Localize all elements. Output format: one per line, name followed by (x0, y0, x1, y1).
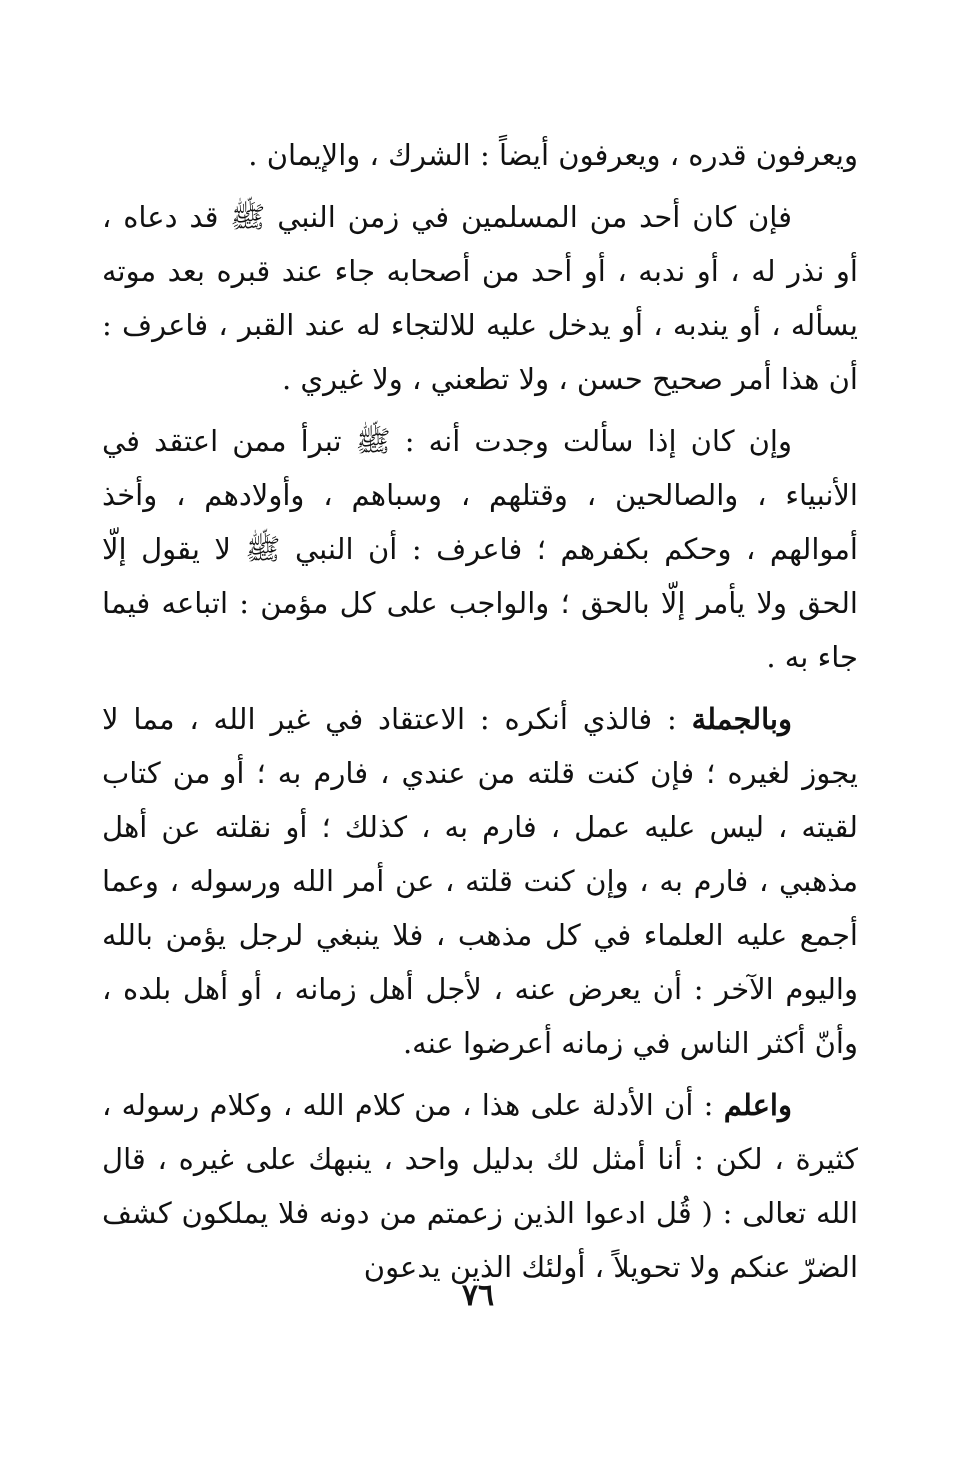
page-number: ٧٦ (461, 1278, 495, 1313)
paragraph-2-text: فإن كان أحد من المسلمين في زمن النبي ﷺ قد دعاه ، أو نذر له ، أو ندبه ، أو أحد من أصحابه جاء عند قبره بعد موته يسأله ، أو يندبه ، أو يدخل عليه للالتجاء له عند القبر ، فاعرف : أن هذا أمر صحيح حسن ، ولا تطعني ، ولا غيري . (102, 200, 858, 396)
paragraph-4 (102, 692, 858, 1070)
paragraph-4-text: : فالذي أنكره : الاعتقاد في غير الله ، مما لا يجوز لغيره ؛ فإن كنت قلته من عندي ، فارم به ؛ أو من كتاب لقيته ، ليس عليه عمل ، فارم به ، كذلك ؛ أو نقلته عن أهل مذهبي ، فارم به ، وإن كنت قلته ، عن أمر الله ورسوله ، وعما أجمع عليه العلماء في كل مذهب ، فلا ينبغي لرجل يؤمن بالله واليوم الآخر : أن يعرض عنه ، لأجل أهل زمانه ، أو أهل بلده ، وأنّ أكثر الناس في زمانه أعرضوا عنه. (102, 702, 858, 1060)
paragraph-3 (102, 414, 858, 684)
paragraph-5-text: : أن الأدلة على هذا ، من كلام الله ، وكلام رسوله ، كثيرة ، لكن : أنا أمثل لك بدليل واحد ، ينبهك على غيره ، قال الله تعالى : ( قُل ادعوا الذين زعمتم من دونه فلا يملكون كشف الضرّ عنكم ولا تحويلاً ، أولئك الذين يدعون (102, 1088, 858, 1284)
paragraph-1 (102, 128, 858, 182)
paragraph-4-lead: وبالجملة (691, 702, 792, 736)
paragraph-5 (102, 1078, 858, 1294)
paragraph-2 (102, 190, 858, 406)
paragraph-5-lead: واعلم (723, 1088, 792, 1122)
paragraph-3-text: وإن كان إذا سألت وجدت أنه : ﷺ تبرأ ممن اعتقد في الأنبياء ، والصالحين ، وقتلهم ، وسباهم ، وأولادهم ، وأخذ أموالهم ، وحكم بكفرهم ؛ فاعرف : أن النبي ﷺ لا يقول إلّا الحق ولا يأمر إلّا بالحق ؛ والواجب على كل مؤمن : اتباعه فيما جاء به . (102, 424, 858, 674)
page-body (102, 128, 858, 1294)
paragraph-1-text: ويعرفون قدره ، ويعرفون أيضاً : الشرك ، والإيمان . (248, 138, 858, 172)
